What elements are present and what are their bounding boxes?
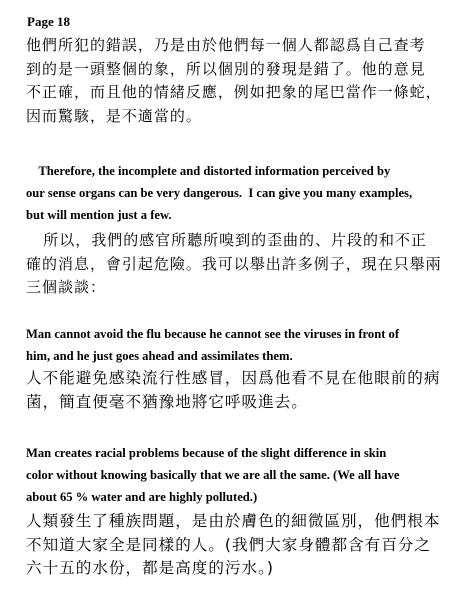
page-number: Page 18 (27, 14, 70, 29)
chinese-paragraph-1 (26, 34, 442, 128)
text-line: 三個談談： (26, 278, 106, 296)
chinese-paragraph-2 (26, 229, 442, 300)
text-line: 到的是一頭整個的象，所以個別的發現是錯了。他的意見 (26, 59, 426, 78)
text-line: Man creates racial problems because of the slight difference in skin (26, 446, 387, 460)
text-line: but will mention just a few. (26, 208, 172, 222)
text-line: 確的消息，會引起危險。我可以舉出許多例子，現在只舉兩 (26, 254, 442, 273)
text-line: color without knowing basically that we are all the same. (We all have (26, 468, 400, 482)
english-paragraph-3 (26, 442, 400, 508)
text-line: our sense organs can be very dangerous. I can give you many examples, (26, 186, 413, 200)
text-line: Therefore, the incomplete and distorted information perceived by (26, 164, 391, 178)
text-line: 不知道大家全是同樣的人。(我們大家身體都含有百分之 (26, 535, 431, 554)
text-line: 所以，我們的感官所聽所嗅到的歪曲的、片段的和不正 (26, 231, 427, 249)
text-line: him, and he just goes ahead and assimilates them. (26, 349, 293, 363)
text-line: 因而驚駭，是不適當的。 (26, 106, 202, 125)
text-line: 不正確，而且他的情緒反應，例如把象的尾巴當作一條蛇， (26, 83, 442, 101)
english-paragraph-2 (26, 323, 399, 367)
text-line: 人不能避免感染流行性感冒，因爲他看不見在他眼前的病 (26, 369, 441, 387)
text-line: 人類發生了種族問題，是由於膚色的細微區別，他們根本 (26, 512, 441, 530)
text-line: Man cannot avoid the flu because he cannot see the viruses in front of (26, 327, 400, 341)
chinese-paragraph-3 (26, 367, 440, 414)
text-line: 他們所犯的錯誤，乃是由於他們每一個人都認爲自己查考 (26, 36, 426, 54)
english-paragraph-1 (26, 160, 412, 226)
chinese-paragraph-4 (26, 510, 440, 581)
text-line: 菌，簡直便毫不猶豫地將它呼吸進去。 (26, 392, 308, 411)
text-line: 六十五的水份，都是高度的污水。) (26, 559, 274, 577)
text-line: about 65 % water and are highly polluted.) (26, 490, 258, 504)
